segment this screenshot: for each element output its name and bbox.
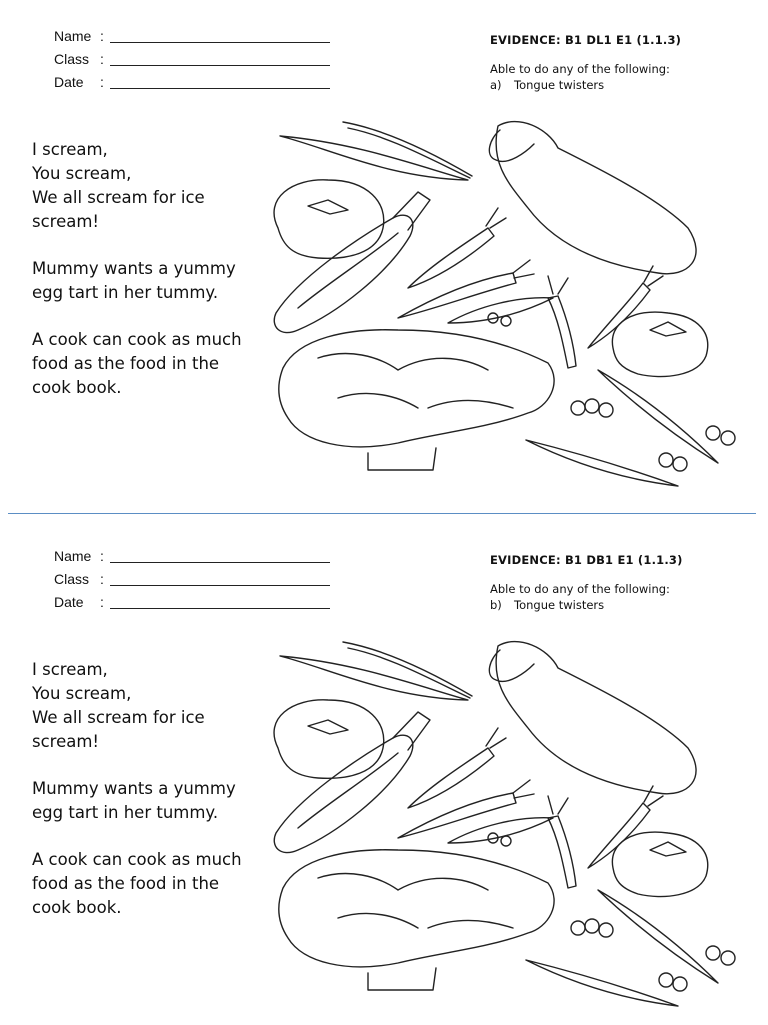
tongue-twister-poem <box>32 138 257 423</box>
date-label: Date <box>54 74 84 90</box>
tomato-left <box>274 700 384 778</box>
class-field[interactable] <box>54 571 330 594</box>
poem-line: A cook can cook as much <box>32 330 242 349</box>
date-field[interactable] <box>54 594 330 617</box>
date-colon: : <box>100 74 104 90</box>
poem-line: I scream, <box>32 660 108 679</box>
peas-right <box>526 370 735 486</box>
bean-pod-top <box>280 642 472 700</box>
zucchini <box>274 192 430 333</box>
zucchini <box>274 712 430 853</box>
carrot-4 <box>588 266 663 348</box>
evidence-item-text: Tongue twisters <box>514 78 605 92</box>
poem-line: A cook can cook as much <box>32 850 242 869</box>
poem-stanza-1 <box>32 658 257 754</box>
poem-line: We all scream for ice <box>32 188 205 207</box>
section-divider <box>8 513 756 514</box>
tomato-right <box>612 832 707 897</box>
tongue-twister-poem <box>32 658 257 943</box>
evidence-title: EVIDENCE: B1 DB1 E1 (1.1.3) <box>490 553 683 567</box>
class-label: Class <box>54 571 90 587</box>
date-colon: : <box>100 594 104 610</box>
poem-line: egg tart in her tummy. <box>32 283 219 302</box>
poem-line: I scream, <box>32 140 108 159</box>
evidence-item <box>490 598 683 612</box>
poem-line: Mummy wants a yummy <box>32 779 236 798</box>
poem-line: You scream, <box>32 164 132 183</box>
name-colon: : <box>100 548 104 564</box>
poem-line: cook book. <box>32 898 122 917</box>
class-field[interactable] <box>54 51 330 74</box>
class-label: Class <box>54 51 90 67</box>
vegetables-illustration <box>258 628 746 1020</box>
tomato-right <box>612 312 707 377</box>
evidence-block <box>490 33 681 92</box>
pea-pod <box>448 298 553 326</box>
evidence-item-letter: a) <box>490 78 502 92</box>
poem-stanza-3 <box>32 328 257 400</box>
class-blank-line[interactable] <box>110 51 330 66</box>
poem-line: You scream, <box>32 684 132 703</box>
evidence-block <box>490 553 683 612</box>
vegetables-illustration <box>258 108 746 500</box>
evidence-item <box>490 78 681 92</box>
poem-line: scream! <box>32 732 100 751</box>
poem-line: Mummy wants a yummy <box>32 259 236 278</box>
poem-line: food as the food in the <box>32 354 220 373</box>
bean-pod-top <box>280 122 472 180</box>
poem-stanza-2 <box>32 257 257 305</box>
carrot-3 <box>548 276 576 368</box>
cabbage <box>279 850 554 990</box>
date-label: Date <box>54 594 84 610</box>
name-field[interactable] <box>54 28 330 51</box>
evidence-instruction: Able to do any of the following: <box>490 582 670 596</box>
evidence-item-text: Tongue twisters <box>514 598 605 612</box>
name-colon: : <box>100 28 104 44</box>
name-label: Name <box>54 28 92 44</box>
name-blank-line[interactable] <box>110 28 330 43</box>
poem-stanza-3 <box>32 848 257 920</box>
poem-stanza-1 <box>32 138 257 234</box>
student-info-fields <box>54 548 330 617</box>
carrot-4 <box>588 786 663 868</box>
class-blank-line[interactable] <box>110 571 330 586</box>
class-colon: : <box>100 51 104 67</box>
worksheet-bottom <box>0 520 768 1025</box>
eggplant <box>489 642 696 794</box>
carrot-3 <box>548 796 576 888</box>
date-field[interactable] <box>54 74 330 97</box>
worksheet-top <box>0 0 768 505</box>
class-colon: : <box>100 571 104 587</box>
name-label: Name <box>54 548 92 564</box>
evidence-item-letter: b) <box>490 598 502 612</box>
poem-line: cook book. <box>32 378 122 397</box>
evidence-title: EVIDENCE: B1 DL1 E1 (1.1.3) <box>490 33 682 47</box>
evidence-instruction: Able to do any of the following: <box>490 62 670 76</box>
poem-stanza-2 <box>32 777 257 825</box>
poem-line: We all scream for ice <box>32 708 205 727</box>
poem-line: egg tart in her tummy. <box>32 803 219 822</box>
student-info-fields <box>54 28 330 97</box>
carrot-2 <box>398 780 534 838</box>
peas-right <box>526 890 735 1006</box>
poem-line: food as the food in the <box>32 874 220 893</box>
carrot-1 <box>408 728 506 808</box>
poem-line: scream! <box>32 212 100 231</box>
carrot-2 <box>398 260 534 318</box>
date-blank-line[interactable] <box>110 74 330 89</box>
cabbage <box>279 330 554 470</box>
eggplant <box>489 122 696 274</box>
carrot-1 <box>408 208 506 288</box>
tomato-left <box>274 180 384 258</box>
name-blank-line[interactable] <box>110 548 330 563</box>
name-field[interactable] <box>54 548 330 571</box>
pea-pod <box>448 818 553 846</box>
date-blank-line[interactable] <box>110 594 330 609</box>
